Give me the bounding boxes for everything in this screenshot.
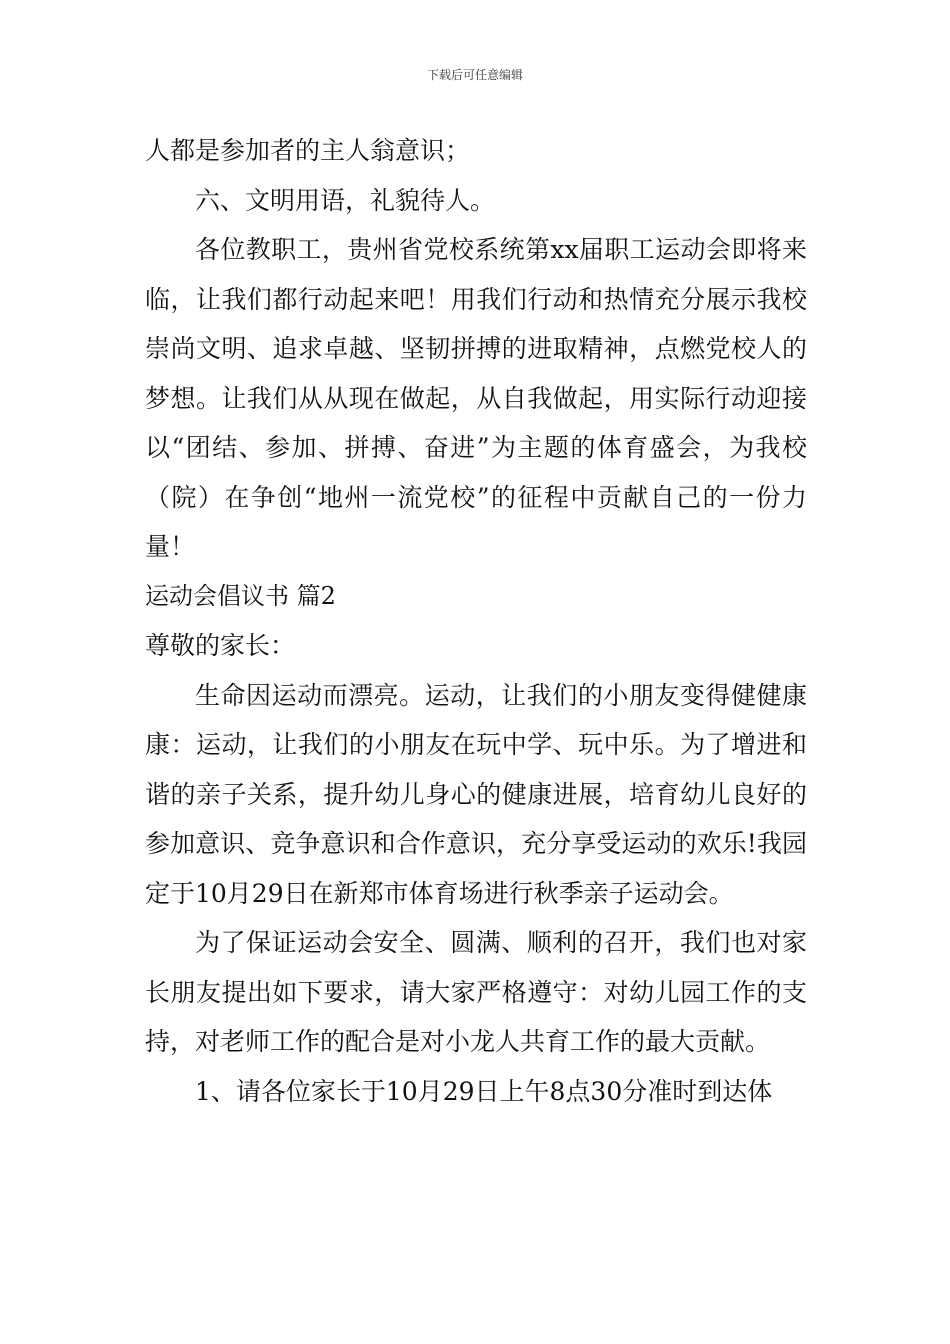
paragraph-4: 生命因运动而漂亮。运动，让我们的小朋友变得健健康康：运动，让我们的小朋友在玩中学、玩中乐。为了增进和谐的亲子关系，提升幼儿身心的健康进展，培育幼儿良好的参加意识、竞争意识和合作意识，充分享受运动的欢乐!我园定于10月29日在新郑市体育场进行秋季亲子运动会。 — [145, 680, 807, 908]
paragraph-1: 人都是参加者的主人翁意识； — [145, 136, 471, 165]
paragraph-6: 1、请各位家长于10月29日上午8点30分准时到达体 — [195, 1076, 773, 1106]
page-header: 下载后可任意编辑 — [426, 68, 523, 82]
section-heading: 运动会倡议书 篇2 — [145, 581, 336, 610]
paragraph-3: 各位教职工，贵州省党校系统第xx届职工运动会即将来临，让我们都行动起来吧！用我们行动和热情充分展示我校崇尚文明、追求卓越、坚韧拼搏的进取精神，点燃党校人的梦想。让我们从从现在做起，从自我做起，用实际行动迎接以“团结、参加、拼搏、奋进”为主题的体育盛会，为我校（院）在争创“地州一流党校”的征程中贡献自己的一份力量！ — [145, 235, 807, 561]
paragraph-2: 六、文明用语，礼貌待人。 — [195, 185, 496, 215]
document-body — [145, 126, 807, 1116]
paragraph-5: 为了保证运动会安全、圆满、顺利的召开，我们也对家长朋友提出如下要求，请大家严格遵守：对幼儿园工作的支持，对老师工作的配合是对小龙人共育工作的最大贡献。 — [145, 928, 807, 1056]
salutation: 尊敬的家长： — [145, 631, 296, 660]
